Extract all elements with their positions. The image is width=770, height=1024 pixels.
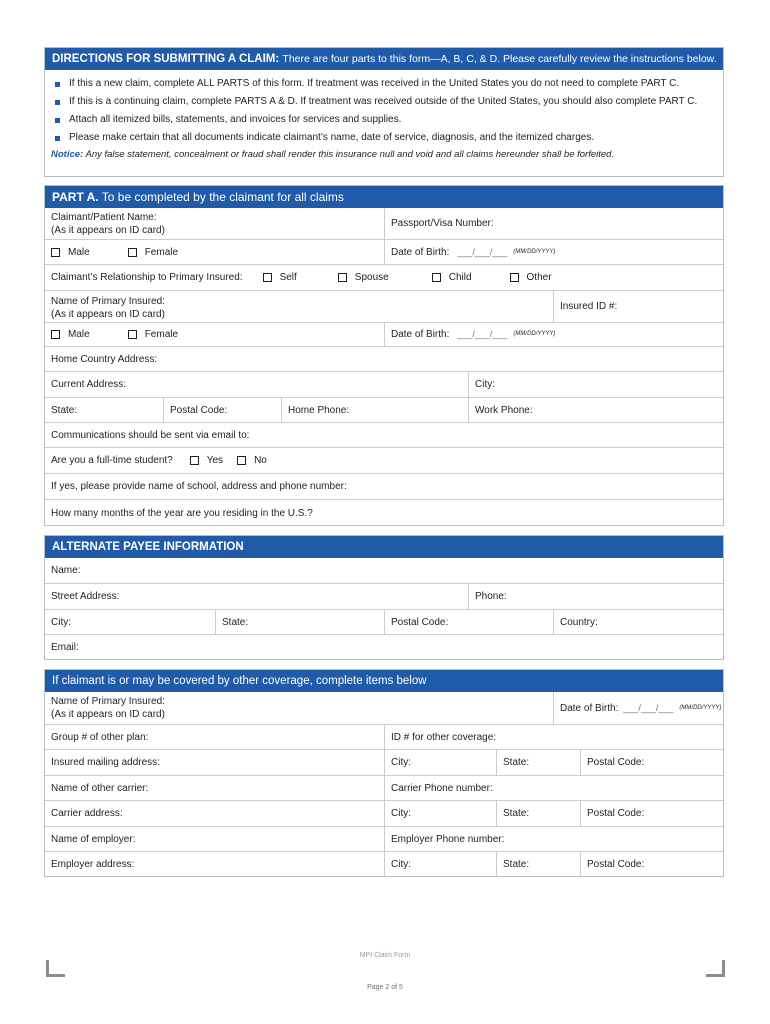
employer-postal-field[interactable]: Postal Code: (580, 852, 723, 877)
male-checkbox[interactable]: Male (51, 246, 90, 259)
coverage-primary-name-field[interactable]: Name of Primary Insured: (As it appears on ID card) (51, 696, 165, 720)
dob-field[interactable]: Date of Birth: ___/___/___ (MM/DD/YYYY) (384, 323, 723, 346)
email-field[interactable]: Communications should be sent via email to: (51, 429, 250, 441)
city-field[interactable]: City: (468, 372, 723, 397)
state-field[interactable]: State: (51, 404, 78, 416)
payee-country-field[interactable]: Country: (553, 610, 723, 634)
part-a-section (44, 185, 724, 526)
claimant-sex-row (45, 239, 723, 264)
notice-text: Any false statement, concealment or fraud shall render this insurance null and void and all claims hereunder shall be forfeited. (85, 149, 615, 160)
list-item: Attach all itemized bills, statements, and invoices for services and supplies. (55, 111, 723, 129)
phone-row (45, 397, 723, 422)
directions-header (45, 48, 723, 70)
list-item: If this is a continuing claim, complete PARTS A & D. If treatment was received outside of the United States, you should also complete PART C. (55, 93, 723, 111)
directions-list (45, 70, 723, 147)
part-a-title: PART A. (52, 190, 99, 204)
dob-field[interactable]: Date of Birth: ___/___/___ (MM/DD/YYYY) (384, 240, 723, 264)
directions-title: DIRECTIONS FOR SUBMITTING A CLAIM: (52, 53, 280, 65)
part-a-header (45, 186, 723, 208)
list-item: Please make certain that all documents indicate claimant’s name, date of service, diagnosis, and the itemized charges. (55, 129, 723, 147)
relationship-row (45, 264, 723, 290)
postal-code-field[interactable]: Postal Code: (163, 398, 281, 422)
school-row (45, 473, 723, 499)
payee-phone-field[interactable]: Phone: (468, 584, 723, 609)
payee-header (45, 536, 723, 558)
payee-postal-field[interactable]: Postal Code: (384, 610, 553, 634)
carrier-phone-field[interactable]: Carrier Phone number: (384, 776, 723, 800)
id-other-coverage-field[interactable]: ID # for other coverage: (384, 725, 723, 749)
other-checkbox[interactable]: Other (510, 271, 552, 284)
coverage-title: If claimant is or may be covered by other coverage, complete items below (52, 675, 427, 687)
school-field[interactable]: If yes, please provide name of school, address and phone number: (51, 481, 347, 492)
male-checkbox[interactable]: Male (51, 328, 90, 341)
footer-form-name: MPI Claim Form (359, 952, 411, 959)
relationship-label: Claimant’s Relationship to Primary Insured: (51, 272, 243, 283)
bullet-square-icon (55, 118, 60, 123)
carrier-city-field[interactable]: City: (384, 801, 496, 826)
employer-phone-field[interactable]: Employer Phone number: (384, 827, 723, 851)
coverage-header (45, 670, 723, 692)
employer-city-field[interactable]: City: (384, 852, 496, 877)
directions-subtitle: There are four parts to this form—A, B, C, & D. Please carefully review the instructions below. (282, 53, 717, 65)
notice (45, 147, 723, 165)
mailing-state-field[interactable]: State: (496, 750, 580, 775)
current-address-field[interactable]: Current Address: (51, 379, 127, 390)
coverage-section (44, 669, 724, 877)
spouse-checkbox[interactable]: Spouse (338, 271, 389, 284)
mailing-postal-field[interactable]: Postal Code: (580, 750, 723, 775)
list-item: If this a new claim, complete ALL PARTS of this form. If treatment was received in the United States you do not need to complete PART C. (55, 75, 723, 93)
no-checkbox[interactable]: No (237, 454, 267, 467)
employer-address-field[interactable]: Employer address: (51, 859, 135, 870)
coverage-dob-field[interactable]: Date of Birth: ___/___/___ (MM/DD/YYYY) (553, 692, 723, 724)
months-row (45, 499, 723, 526)
payee-city-field[interactable]: City: (51, 616, 71, 628)
home-phone-field[interactable]: Home Phone: (281, 398, 468, 422)
crop-mark-left (46, 960, 65, 977)
months-field[interactable]: How many months of the year are you residing in the U.S.? (51, 507, 313, 519)
employer-name-field[interactable]: Name of employer: (51, 833, 136, 845)
current-address-row (45, 371, 723, 397)
female-checkbox[interactable]: Female (128, 328, 178, 341)
carrier-state-field[interactable]: State: (496, 801, 580, 826)
primary-insured-name-field[interactable]: Name of Primary Insured: (As it appears on ID card) (51, 296, 165, 320)
home-country-field[interactable]: Home Country Address: (51, 353, 158, 365)
yes-checkbox[interactable]: Yes (190, 454, 223, 467)
insured-mailing-address-field[interactable]: Insured mailing address: (51, 757, 160, 768)
crop-mark-right (706, 960, 725, 977)
group-number-field[interactable]: Group # of other plan: (51, 731, 149, 743)
bullet-square-icon (55, 82, 60, 87)
payee-name-field[interactable]: Name: (51, 565, 81, 576)
employer-state-field[interactable]: State: (496, 852, 580, 877)
directions-section (44, 47, 724, 177)
claimant-name-row (45, 208, 723, 239)
bullet-square-icon (55, 136, 60, 141)
passport-field[interactable]: Passport/Visa Number: (384, 208, 723, 239)
self-checkbox[interactable]: Self (263, 271, 297, 284)
payee-title: ALTERNATE PAYEE INFORMATION (52, 541, 244, 553)
mailing-city-field[interactable]: City: (384, 750, 496, 775)
primary-insured-row (45, 290, 723, 322)
page-number: Page 2 of 5 (367, 984, 403, 991)
carrier-name-field[interactable]: Name of other carrier: (51, 782, 149, 794)
claimant-name-field[interactable]: Claimant/Patient Name: (As it appears on ID card) (51, 212, 165, 236)
female-checkbox[interactable]: Female (128, 246, 178, 259)
student-row: Are you a full-time student? Yes No (45, 447, 723, 473)
payee-email-field[interactable]: Email: (51, 641, 79, 653)
email-row (45, 422, 723, 447)
child-checkbox[interactable]: Child (432, 271, 472, 284)
street-address-field[interactable]: Street Address: (51, 591, 120, 602)
insured-id-field[interactable]: Insured ID #: (553, 291, 723, 322)
home-country-row (45, 346, 723, 371)
bullet-square-icon (55, 100, 60, 105)
payee-section (44, 535, 724, 660)
carrier-postal-field[interactable]: Postal Code: (580, 801, 723, 826)
notice-label: Notice: (51, 149, 84, 160)
payee-state-field[interactable]: State: (215, 610, 384, 634)
part-a-subtitle: To be completed by the claimant for all claims (101, 190, 344, 204)
work-phone-field[interactable]: Work Phone: (468, 398, 723, 422)
primary-sex-row (45, 322, 723, 346)
carrier-address-field[interactable]: Carrier address: (51, 808, 123, 819)
